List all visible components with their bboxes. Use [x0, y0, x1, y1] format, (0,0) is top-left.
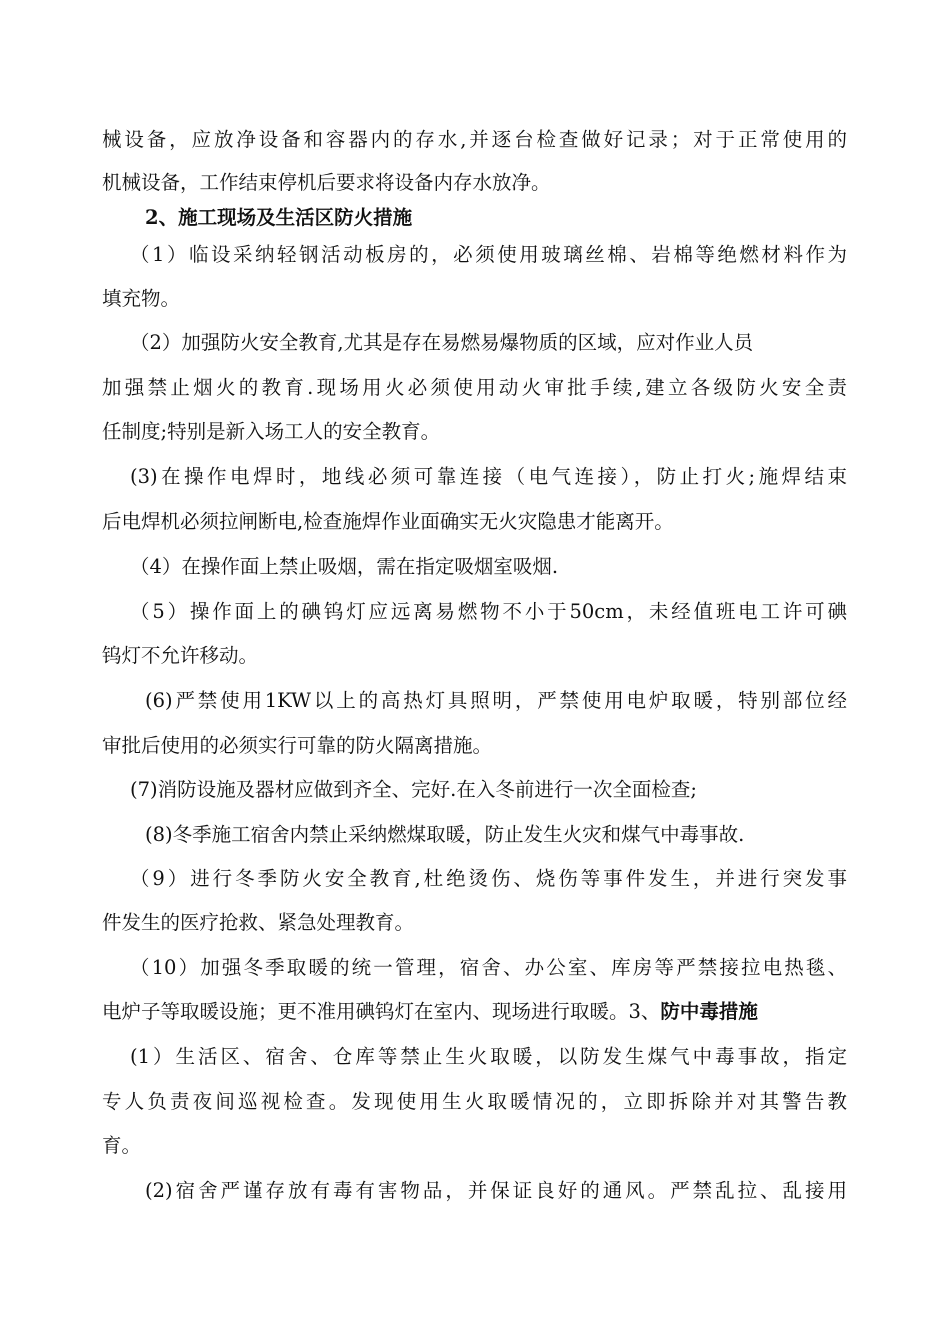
text-line: (2)宿舍严谨存放有毒有害物品，并保证良好的通风。严禁乱拉、乱接用	[145, 1179, 847, 1202]
text-line: 审批后使用的必须实行可靠的防火隔离措施。	[102, 734, 493, 757]
text-line: 填充物。	[102, 287, 181, 310]
text-line: (8)冬季施工宿舍内禁止采纳燃煤取暖，防止发生火灾和煤气中毒事故.	[145, 823, 745, 846]
text-line: 育。	[102, 1134, 142, 1157]
text-line: （5）操作面上的碘钨灯应远离易燃物不小于50cm，未经值班电工许可碘	[130, 600, 847, 623]
text-line	[102, 998, 758, 1026]
text-line: （10）加强冬季取暖的统一管理，宿舍、办公室、库房等严禁接拉电热毯、	[130, 956, 847, 979]
text-line: 专人负责夜间巡视检查。发现使用生火取暖情况的，立即拆除并对其警告教	[102, 1090, 847, 1113]
text-line: （1）临设采纳轻钢活动板房的，必须使用玻璃丝棉、岩棉等绝燃材料作为	[130, 243, 847, 266]
text-line: (1）生活区、宿舍、仓库等禁止生火取暖，以防发生煤气中毒事故，指定	[130, 1045, 847, 1068]
text-line: 械设备，应放净设备和容器内的存水,并逐台检查做好记录；对于正常使用的	[102, 128, 847, 151]
text-segment: 电炉子等取暖设施；更不准用碘钨灯在室内、现场进行取暖。3、	[102, 1000, 661, 1023]
section-heading: 2、施工现场及生活区防火措施	[145, 206, 413, 229]
section-heading: 防中毒措施	[660, 1000, 758, 1023]
text-line: 钨灯不允许移动。	[102, 644, 259, 667]
text-line: (6)严禁使用1KW以上的高热灯具照明，严禁使用电炉取暖，特别部位经	[145, 689, 847, 712]
text-line: (7)消防设施及器材应做到齐全、完好.在入冬前进行一次全面检查;	[130, 778, 697, 801]
text-line: (3)在操作电焊时，地线必须可靠连接（电气连接），防止打火;施焊结束	[130, 465, 847, 488]
text-line: 件发生的医疗抢救、紧急处理教育。	[102, 911, 415, 934]
text-line: 机械设备，工作结束停机后要求将设备内存水放净。	[102, 171, 551, 194]
text-line: （9）进行冬季防火安全教育,杜绝烫伤、烧伤等事件发生，并进行突发事	[130, 867, 847, 890]
text-line: 加强禁止烟火的教育.现场用火必须使用动火审批手续,建立各级防火安全责	[102, 376, 847, 399]
text-line: 后电焊机必须拉闸断电,检查施焊作业面确实无火灾隐患才能离开。	[102, 510, 674, 533]
text-line: 任制度;特别是新入场工人的安全教育。	[102, 420, 441, 443]
text-line: （4）在操作面上禁止吸烟，需在指定吸烟室吸烟.	[130, 555, 559, 578]
text-line: （2）加强防火安全教育,尤其是存在易燃易爆物质的区域，应对作业人员	[130, 331, 754, 354]
